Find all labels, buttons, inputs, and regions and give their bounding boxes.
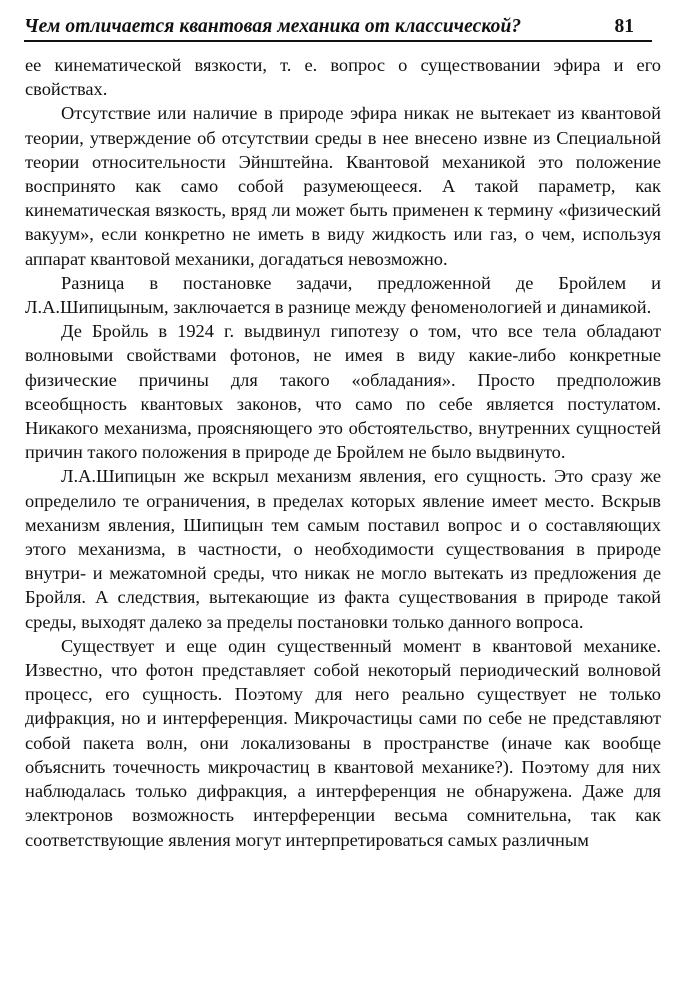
paragraph: Разница в постановке задачи, предложенной де Бройлем и Л.А.Шипицыным, заключается в разнице между феноменологией и динамикой. (25, 272, 661, 318)
page-number: 81 (614, 16, 634, 37)
running-header (24, 14, 652, 42)
paragraph: Отсутствие или наличие в природе эфира никак не вытекает из квантовой теории, утверждение об отсутствии среды в нее внесено извне из Специальной теории относительности Эйнштейна. Квантовой механикой это положение воспринято как само собой разумеющееся. А такой параметр, как кинематическая вязкость, вряд ли может быть применен к термину «физический вакуум», если конкретно не иметь в виду жидкость или газ, о чем, используя аппарат квантовой механики, догадаться невозможно. (25, 103, 661, 269)
paragraph-continuation: ее кинематической вязкости, т. е. вопрос о существовании эфира и его свойствах. (25, 55, 661, 100)
running-title: Чем отличается квантовая механика от классической? (24, 16, 522, 37)
paragraph: Существует и еще один существенный момент в квантовой механике. Известно, что фотон представляет собой некоторый периодический волновой процесс, его сущность. Поэтому для него реально существует не только дифракция, но и интерференция. Микрочастицы сами по себе не представляют собой пакета волн, они локализованы в пространстве (иначе как вообще объяснить точечность микрочастиц в квантовой механике?). Поэтому для них наблюдалась только дифракция, а интерференция не обнаружена. Даже для электронов возможность интерференции весьма сомнительна, так как соответствующие явления могут интерпретироваться самых различным (25, 635, 661, 850)
body-text (25, 53, 661, 852)
paragraph: Де Бройль в 1924 г. выдвинул гипотезу о том, что все тела обладают волновыми свойствами фотонов, не имея в виду какие-либо конкретные физические причины для такого «обладания». Просто предположив всеобщность квантовых законов, что само по себе является постулатом. Никакого механизма, проясняющего это обстоятельство, внутренних сущностей причин такого положения в природе де Бройлем не было выдвинуто. (25, 321, 661, 463)
paragraph: Л.А.Шипицын же вскрыл механизм явления, его сущность. Это сразу же определило те ограничения, в пределах которых явление имеет место. Вскрыв механизм явления, Шипицын тем самым поставил вопрос и о составляющих этого механизма, в частности, о необходимости существования в природе внутри- и межатомной среды, что никак не могло вытекать из предложения де Бройля. А следствия, вытекающие из факта существования в природе такой среды, выходят далеко за пределы постановки только данного вопроса. (25, 466, 661, 632)
